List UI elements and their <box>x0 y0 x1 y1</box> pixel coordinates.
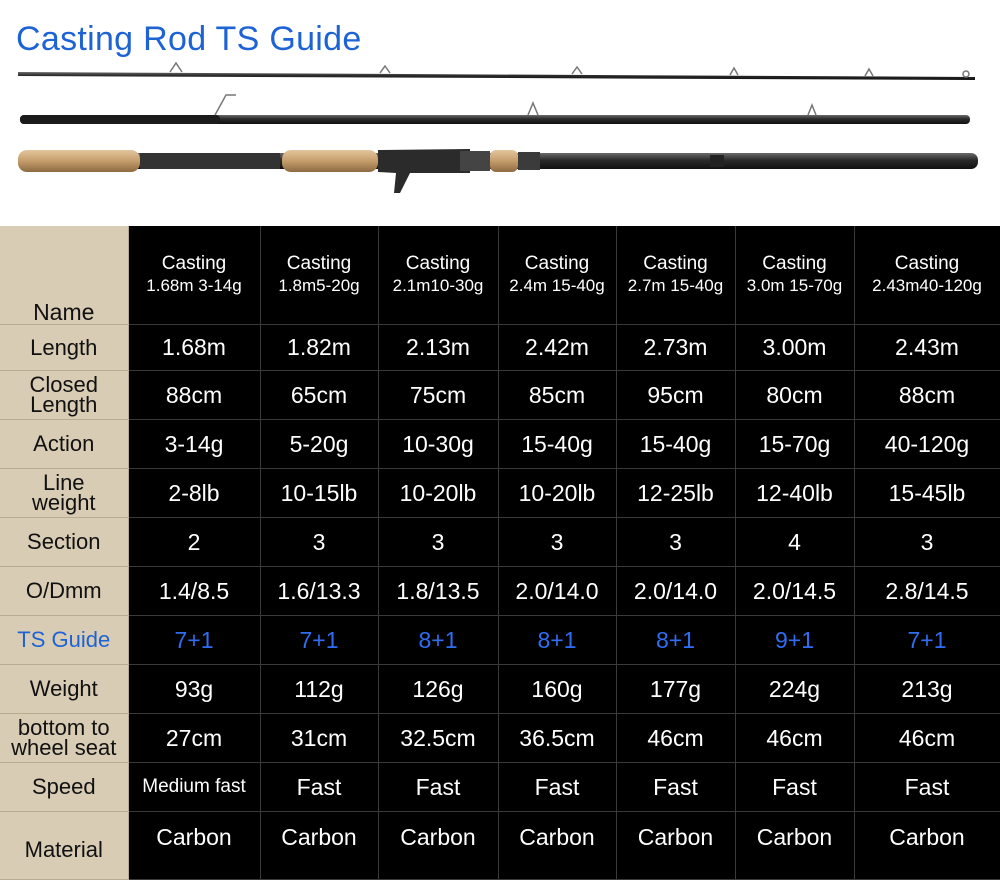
cell-od: 2.8/14.5 <box>854 567 1000 616</box>
label-name: Name <box>0 226 128 324</box>
row-bottom-to-wheel-seat <box>0 714 1000 763</box>
cell-line-weight: 10-15lb <box>260 469 378 518</box>
cell-bottom-to-wheel-seat: 31cm <box>260 714 378 763</box>
row-section <box>0 518 1000 567</box>
label-speed: Speed <box>0 763 128 812</box>
cell-line-weight: 10-20lb <box>378 469 498 518</box>
cell-bottom-to-wheel-seat: 46cm <box>854 714 1000 763</box>
cell-section: 3 <box>616 518 735 567</box>
cell-od: 2.0/14.0 <box>498 567 616 616</box>
row-length <box>0 324 1000 371</box>
cell-weight: 160g <box>498 665 616 714</box>
cell-length: 2.13m <box>378 324 498 371</box>
rod-illustration <box>0 55 1000 205</box>
cell-weight: 112g <box>260 665 378 714</box>
cell-material: Carbon <box>616 812 735 880</box>
cell-od: 1.6/13.3 <box>260 567 378 616</box>
cell-weight: 213g <box>854 665 1000 714</box>
label-length: Length <box>0 324 128 371</box>
cell-action: 3-14g <box>128 420 260 469</box>
label-od: O/Dmm <box>0 567 128 616</box>
cell-weight: 224g <box>735 665 854 714</box>
cell-section: 3 <box>498 518 616 567</box>
label-material: Material <box>0 812 128 880</box>
cell-speed: Fast <box>735 763 854 812</box>
label-action: Action <box>0 420 128 469</box>
cell-closed-length: 80cm <box>735 371 854 420</box>
cell-ts-guide: 8+1 <box>616 616 735 665</box>
cell-closed-length: 95cm <box>616 371 735 420</box>
cell-length: 2.43m <box>854 324 1000 371</box>
cell-closed-length: 88cm <box>128 371 260 420</box>
cell-material: Carbon <box>260 812 378 880</box>
cell-ts-guide: 7+1 <box>128 616 260 665</box>
cell-action: 5-20g <box>260 420 378 469</box>
cell-section: 3 <box>378 518 498 567</box>
row-name <box>0 226 1000 324</box>
cell-speed: Fast <box>378 763 498 812</box>
cell-action: 15-40g <box>616 420 735 469</box>
model-header: Casting 2.7m 15-40g <box>616 226 735 324</box>
cell-line-weight: 2-8lb <box>128 469 260 518</box>
rod-middle-section <box>20 95 970 124</box>
row-action <box>0 420 1000 469</box>
cell-od: 2.0/14.0 <box>616 567 735 616</box>
row-material <box>0 812 1000 880</box>
cell-bottom-to-wheel-seat: 36.5cm <box>498 714 616 763</box>
label-closed-length: Closed Length <box>0 371 128 420</box>
model-header: Casting 1.68m 3-14g <box>128 226 260 324</box>
cell-closed-length: 88cm <box>854 371 1000 420</box>
cell-od: 1.8/13.5 <box>378 567 498 616</box>
cell-weight: 93g <box>128 665 260 714</box>
cell-od: 1.4/8.5 <box>128 567 260 616</box>
row-ts-guide <box>0 616 1000 665</box>
cell-section: 4 <box>735 518 854 567</box>
label-line-weight: Line weight <box>0 469 128 518</box>
cell-material: Carbon <box>128 812 260 880</box>
cell-closed-length: 65cm <box>260 371 378 420</box>
cell-action: 10-30g <box>378 420 498 469</box>
cell-line-weight: 10-20lb <box>498 469 616 518</box>
cell-length: 1.68m <box>128 324 260 371</box>
cell-action: 15-40g <box>498 420 616 469</box>
cell-speed: Fast <box>260 763 378 812</box>
model-header: Casting 2.4m 15-40g <box>498 226 616 324</box>
cell-action: 15-70g <box>735 420 854 469</box>
row-speed <box>0 763 1000 812</box>
cell-speed: Fast <box>854 763 1000 812</box>
cell-ts-guide: 9+1 <box>735 616 854 665</box>
spec-table-container <box>0 226 1000 880</box>
cell-bottom-to-wheel-seat: 46cm <box>735 714 854 763</box>
cell-ts-guide: 8+1 <box>378 616 498 665</box>
cell-length: 3.00m <box>735 324 854 371</box>
cell-weight: 126g <box>378 665 498 714</box>
cell-section: 3 <box>854 518 1000 567</box>
cell-speed: Fast <box>616 763 735 812</box>
cell-ts-guide: 8+1 <box>498 616 616 665</box>
cell-line-weight: 12-40lb <box>735 469 854 518</box>
cell-action: 40-120g <box>854 420 1000 469</box>
row-od <box>0 567 1000 616</box>
cell-section: 3 <box>260 518 378 567</box>
cell-bottom-to-wheel-seat: 32.5cm <box>378 714 498 763</box>
cell-bottom-to-wheel-seat: 46cm <box>616 714 735 763</box>
cell-closed-length: 85cm <box>498 371 616 420</box>
rod-butt-section <box>18 149 978 193</box>
cell-line-weight: 15-45lb <box>854 469 1000 518</box>
cell-length: 2.42m <box>498 324 616 371</box>
cell-section: 2 <box>128 518 260 567</box>
rod-tip-section <box>18 63 975 80</box>
model-header: Casting 2.43m40-120g <box>854 226 1000 324</box>
cell-speed: Fast <box>498 763 616 812</box>
cell-speed: Medium fast <box>128 763 260 812</box>
cell-bottom-to-wheel-seat: 27cm <box>128 714 260 763</box>
model-header: Casting 3.0m 15-70g <box>735 226 854 324</box>
cell-line-weight: 12-25lb <box>616 469 735 518</box>
row-line-weight <box>0 469 1000 518</box>
model-header: Casting 1.8m5-20g <box>260 226 378 324</box>
cell-weight: 177g <box>616 665 735 714</box>
cell-material: Carbon <box>378 812 498 880</box>
cell-material: Carbon <box>854 812 1000 880</box>
cell-material: Carbon <box>498 812 616 880</box>
label-section: Section <box>0 518 128 567</box>
cell-length: 2.73m <box>616 324 735 371</box>
label-bottom-to-wheel-seat: bottom to wheel seat <box>0 714 128 763</box>
spec-table <box>0 226 1000 880</box>
model-header: Casting 2.1m10-30g <box>378 226 498 324</box>
row-weight <box>0 665 1000 714</box>
label-ts-guide: TS Guide <box>0 616 128 665</box>
row-closed-length <box>0 371 1000 420</box>
cell-closed-length: 75cm <box>378 371 498 420</box>
cell-material: Carbon <box>735 812 854 880</box>
cell-length: 1.82m <box>260 324 378 371</box>
cell-ts-guide: 7+1 <box>854 616 1000 665</box>
cell-ts-guide: 7+1 <box>260 616 378 665</box>
label-weight: Weight <box>0 665 128 714</box>
cell-od: 2.0/14.5 <box>735 567 854 616</box>
page-title: Casting Rod TS Guide <box>16 20 362 58</box>
